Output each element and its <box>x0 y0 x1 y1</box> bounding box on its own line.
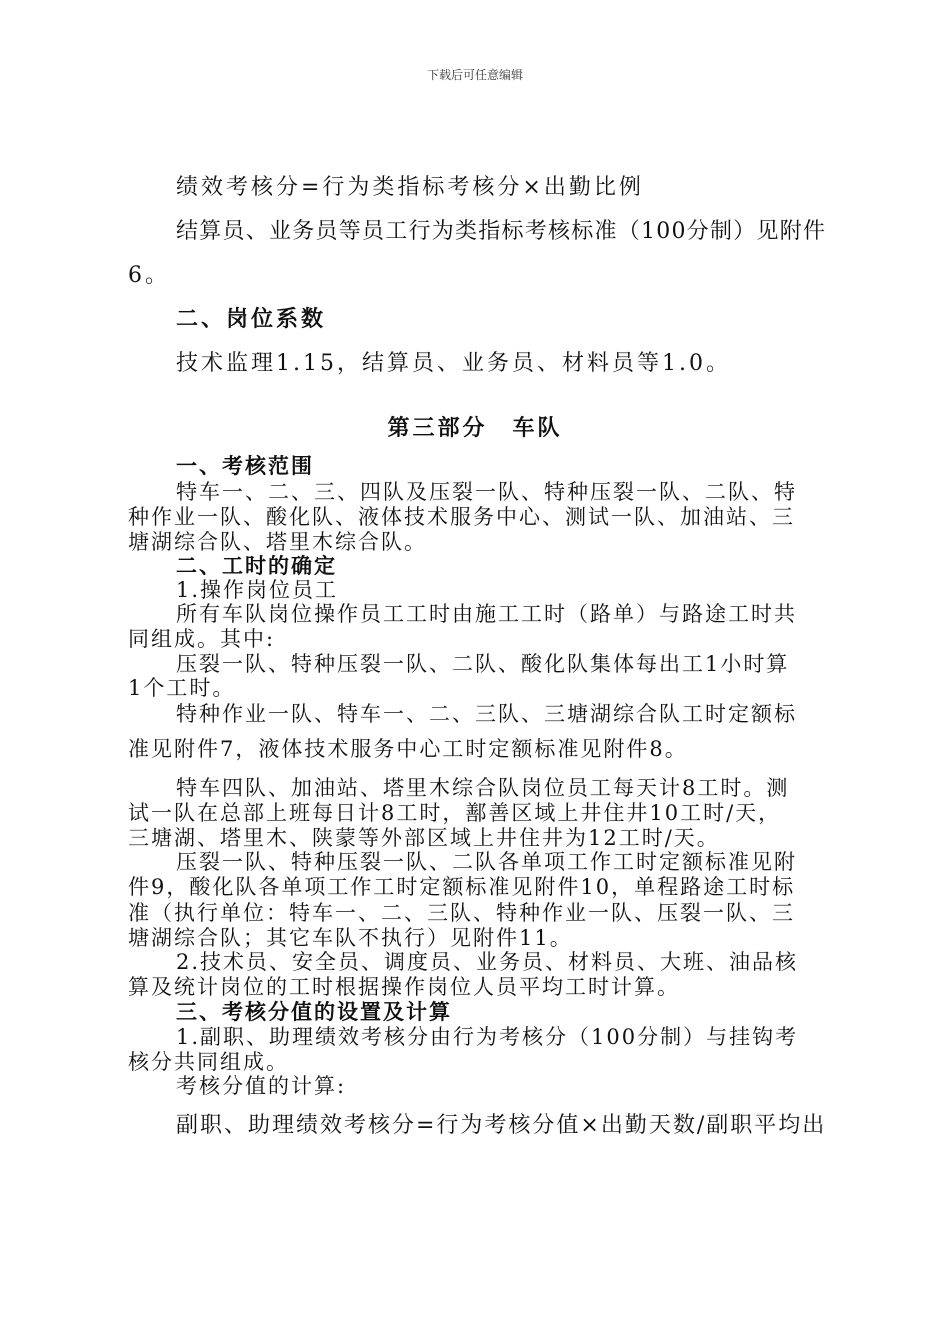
page-header-note: 下载后可任意编辑 <box>426 68 523 82</box>
text-line: 特车一、二、三、四队及压裂一队、特种压裂一队、二队、特 <box>176 480 797 504</box>
section-heading: 三、考核分值的设置及计算 <box>176 999 452 1024</box>
text-line: 塘湖综合队；其它车队不执行）见附件11。 <box>128 926 573 950</box>
text-line: 件9，酸化队各单项工作工时定额标准见附件10，单程路途工时标 <box>128 875 796 899</box>
text-line: 算及统计岗位的工时根据操作岗位人员平均工时计算。 <box>128 975 680 999</box>
text-line: 同组成。其中: <box>128 627 276 651</box>
section-heading: 一、考核范围 <box>176 453 314 478</box>
text-line: 结算员、业务员等员工行为类指标考核标准（100分制）见附件 <box>176 219 827 244</box>
text-line: 特种作业一队、特车一、二、三队、三塘湖综合队工时定额标 <box>176 702 797 726</box>
text-line: 三塘湖、塔里木、陕蒙等外部区域上井住井为12工时/天。 <box>128 826 720 850</box>
text-line: 2.技术员、安全员、调度员、业务员、材料员、大班、油品核 <box>176 950 799 974</box>
text-line: 塘湖综合队、塔里木综合队。 <box>128 530 427 554</box>
text-line: 1个工时。 <box>128 676 236 700</box>
text-line: 压裂一队、特种压裂一队、二队、酸化队集体每出工1小时算 <box>176 652 790 676</box>
section-heading: 二、岗位系数 <box>176 306 327 332</box>
text-line: 1.副职、助理绩效考核分由行为考核分（100分制）与挂钩考 <box>176 1025 799 1049</box>
text-line: 种作业一队、酸化队、液体技术服务中心、测试一队、加油站、三 <box>128 505 795 529</box>
text-line: 技术监理1.15，结算员、业务员、材料员等1.0。 <box>176 351 731 376</box>
text-line: 试一队在总部上班每日计8工时，鄯善区域上井住井10工时/天， <box>128 801 782 825</box>
text-line: 1.操作岗位员工 <box>176 578 339 602</box>
text-line: 考核分值的计算: <box>176 1074 347 1098</box>
text-line: 副职、助理绩效考核分=行为考核分值×出勤天数/副职平均出 <box>176 1113 827 1138</box>
text-line: 核分共同组成。 <box>128 1050 289 1074</box>
text-line: 特车四队、加油站、塔里木综合队岗位员工每天计8工时。测 <box>176 776 790 800</box>
text-line: 绩效考核分=行为类指标考核分×出勤比例 <box>176 175 644 200</box>
text-line: 准见附件7，液体技术服务中心工时定额标准见附件8。 <box>128 737 688 761</box>
part-title: 第三部分 车队 <box>387 415 563 441</box>
text-line: 压裂一队、特种压裂一队、二队各单项工作工时定额标准见附 <box>176 850 797 874</box>
text-line: 所有车队岗位操作员工工时由施工工时（路单）与路途工时共 <box>176 602 797 626</box>
section-heading: 二、工时的确定 <box>176 553 337 578</box>
text-line: 6。 <box>128 263 170 288</box>
text-line: 准（执行单位：特车一、二、三队、特种作业一队、压裂一队、三 <box>128 901 795 925</box>
